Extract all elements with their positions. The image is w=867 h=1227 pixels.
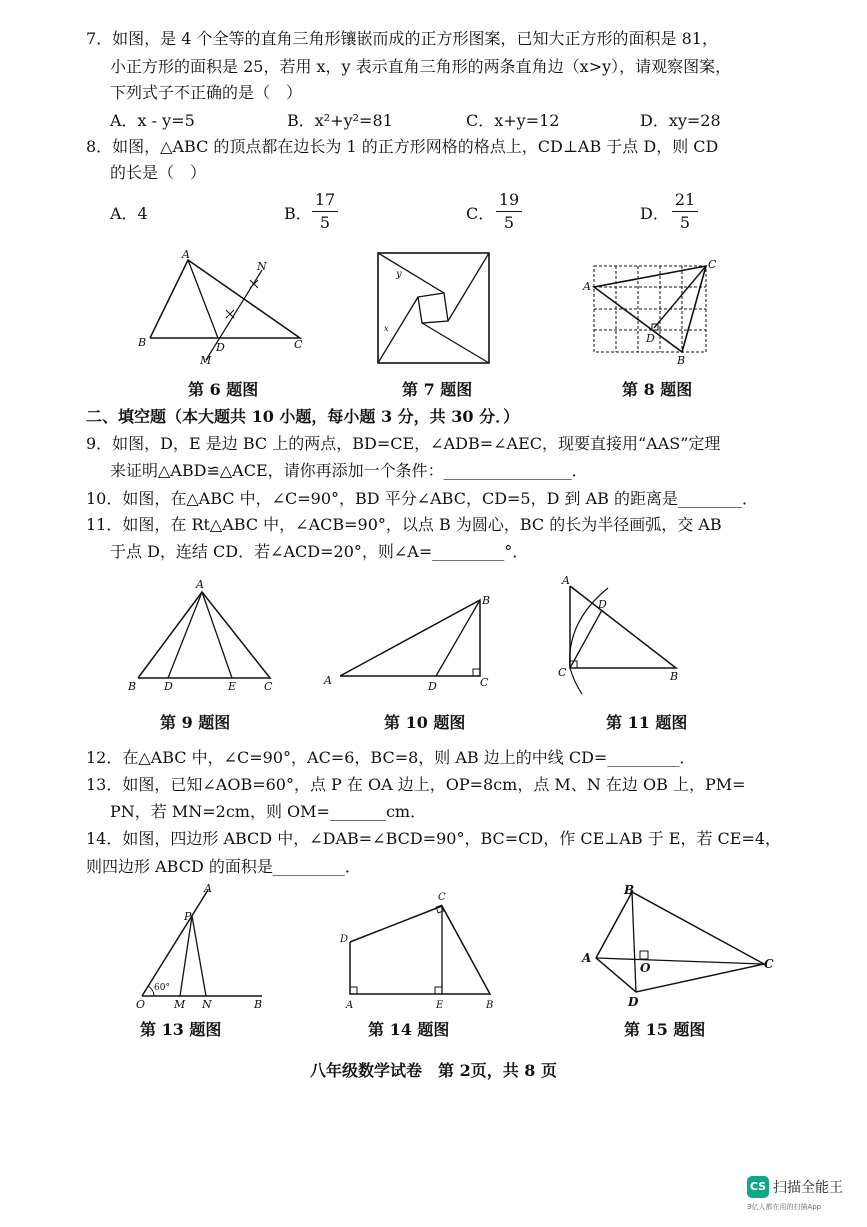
caption-fig13: 第 13 题图 bbox=[140, 1020, 222, 1039]
camscanner-logo-icon: CS bbox=[747, 1176, 769, 1198]
fig15-label-a: A bbox=[582, 951, 592, 965]
fig13-label-a: A bbox=[204, 882, 212, 895]
fig8-label-a: A bbox=[583, 280, 591, 293]
q13-line2: PN，若 MN=2cm，则 OM=_______cm． bbox=[110, 802, 427, 821]
fig11-label-b: B bbox=[670, 670, 679, 683]
q7-option-d: D．xy=28 bbox=[640, 111, 721, 130]
fig9-label-d: D bbox=[164, 680, 173, 693]
fraction-numerator: 21 bbox=[674, 190, 696, 209]
q8-option-b-label: B． bbox=[284, 204, 312, 223]
q11-line1: 11．如图，在 Rt△ABC 中，∠ACB=90°，以点 B 为圆心，BC 的长为半径画弧，交 AB bbox=[86, 515, 722, 534]
q8-fraction-d bbox=[672, 190, 698, 233]
fig8-label-b: B bbox=[677, 354, 686, 367]
fig11-label-c: C bbox=[558, 666, 567, 679]
fig14-label-a: A bbox=[346, 1000, 354, 1011]
q9-line2: 来证明△ABD≌△ACE，请你再添加一个条件：________________． bbox=[110, 461, 588, 480]
q8-option-c-label: C． bbox=[466, 204, 495, 223]
fig10-label-d: D bbox=[428, 680, 437, 693]
figure-7 bbox=[376, 251, 492, 365]
fraction-bar bbox=[496, 211, 522, 212]
figure-11 bbox=[556, 572, 686, 696]
fraction-numerator: 19 bbox=[498, 190, 520, 209]
q14-line1: 14．如图，四边形 ABCD 中，∠DAB=∠BCD=90°，BC=CD，作 CE⊥AB 于 E，若 CE=4， bbox=[86, 829, 782, 848]
fig6-label-a: A bbox=[182, 248, 190, 261]
q11-line2: 于点 D，连结 CD．若∠ACD=20°，则∠A=_________°． bbox=[110, 542, 529, 561]
q7-option-c: C．x+y=12 bbox=[466, 111, 560, 130]
watermark-name: 扫描全能王 bbox=[773, 1180, 843, 1196]
q7-line2: 小正方形的面积是 25，若用 x，y 表示直角三角形的两条直角边（x>y），请观察图案， bbox=[110, 57, 732, 76]
fig11-label-a: A bbox=[562, 574, 570, 587]
q7-option-a: A．x - y=5 bbox=[110, 111, 195, 130]
fig9-label-c: C bbox=[264, 680, 273, 693]
caption-fig11: 第 11 题图 bbox=[606, 713, 688, 732]
fig7-label-y: y bbox=[396, 269, 402, 280]
fig15-label-b: B bbox=[624, 883, 635, 897]
fraction-denominator: 5 bbox=[503, 213, 515, 232]
fig6-label-c: C bbox=[294, 338, 303, 351]
q8-option-a: A．4 bbox=[110, 204, 148, 223]
fig15-label-o: O bbox=[640, 961, 651, 975]
fig13-label-o: O bbox=[136, 998, 146, 1011]
fraction-denominator: 5 bbox=[319, 213, 331, 232]
fig8-label-d: D bbox=[646, 332, 655, 345]
figure-15 bbox=[578, 882, 778, 1012]
fig14-label-d: D bbox=[340, 934, 349, 945]
caption-fig8: 第 8 题图 bbox=[622, 380, 693, 399]
fig6-label-d: D bbox=[216, 341, 225, 354]
page-footer: 八年级数学试卷 第 2页，共 8 页 bbox=[310, 1061, 557, 1080]
caption-fig9: 第 9 题图 bbox=[160, 713, 231, 732]
q8-line1: 8．如图，△ABC 的顶点都在边长为 1 的正方形网格的格点上，CD⊥AB 于点 D，则 CD bbox=[86, 137, 719, 156]
caption-fig7: 第 7 题图 bbox=[402, 380, 473, 399]
q8-line2: 的长是（ ） bbox=[110, 163, 207, 182]
fraction-bar bbox=[672, 211, 698, 212]
fig6-label-m: M bbox=[200, 354, 212, 366]
q12-line: 12．在△ABC 中，∠C=90°，AC=6，BC=8，则 AB 边上的中线 CD=_________． bbox=[86, 748, 696, 767]
figure-10 bbox=[320, 588, 500, 696]
caption-fig10: 第 10 题图 bbox=[384, 713, 466, 732]
figure-8 bbox=[580, 256, 720, 368]
figure-14 bbox=[336, 886, 500, 1012]
fig9-label-b: B bbox=[128, 680, 137, 693]
caption-fig6: 第 6 题图 bbox=[188, 380, 259, 399]
fig10-label-c: C bbox=[480, 676, 489, 689]
fraction-numerator: 17 bbox=[314, 190, 336, 209]
fig13-label-60: 60° bbox=[154, 983, 170, 993]
q8-fraction-c bbox=[496, 190, 522, 233]
fig10-label-b: B bbox=[482, 594, 491, 607]
section2-heading: 二、填空题（本大题共 10 小题，每小题 3 分，共 30 分．） bbox=[86, 407, 520, 426]
scanner-watermark bbox=[747, 1176, 851, 1216]
figure-13 bbox=[130, 880, 270, 1012]
fig9-label-e: E bbox=[228, 680, 237, 693]
q14-line2: 则四边形 ABCD 的面积是_________． bbox=[86, 857, 361, 876]
fig14-label-b: B bbox=[486, 1000, 494, 1011]
fig7-label-x: x bbox=[384, 324, 389, 333]
q7-option-b: B．x²+y²=81 bbox=[287, 111, 393, 130]
figure-9 bbox=[124, 578, 284, 696]
fig14-label-e: E bbox=[436, 1000, 444, 1011]
watermark-tagline: 3亿人都在用的扫描App bbox=[747, 1203, 822, 1211]
caption-fig14: 第 14 题图 bbox=[368, 1020, 450, 1039]
fig6-label-b: B bbox=[138, 336, 147, 349]
q13-line1: 13．如图，已知∠AOB=60°，点 P 在 OA 边上，OP=8cm，点 M、N 在边 OB 上，PM= bbox=[86, 775, 746, 794]
q7-line3: 下列式子不正确的是（ ） bbox=[110, 83, 303, 102]
fig10-label-a: A bbox=[324, 674, 332, 687]
figure-6 bbox=[130, 248, 320, 366]
fraction-bar bbox=[312, 211, 338, 212]
fig6-label-n: N bbox=[257, 260, 267, 273]
fig15-label-c: C bbox=[764, 957, 774, 971]
q8-fraction-b bbox=[312, 190, 338, 233]
caption-fig15: 第 15 题图 bbox=[624, 1020, 706, 1039]
q9-line1: 9．如图，D，E 是边 BC 上的两点，BD=CE，∠ADB=∠AEC，现要直接用“AAS”定理 bbox=[86, 434, 721, 453]
fig14-label-c: C bbox=[438, 892, 446, 903]
q8-option-d-label: D． bbox=[640, 204, 669, 223]
fig11-label-d: D bbox=[598, 598, 607, 611]
fig13-label-n: N bbox=[202, 998, 212, 1011]
fig15-label-d: D bbox=[628, 995, 639, 1009]
fig13-label-b: B bbox=[254, 998, 263, 1011]
fig9-label-a: A bbox=[196, 578, 204, 591]
fraction-denominator: 5 bbox=[679, 213, 691, 232]
fig13-label-m: M bbox=[174, 998, 186, 1011]
fig13-label-p: P bbox=[184, 910, 192, 923]
fig8-label-c: C bbox=[708, 258, 717, 271]
q7-line1: 7．如图，是 4 个全等的直角三角形镶嵌而成的正方形图案，已知大正方形的面积是 81， bbox=[86, 29, 718, 48]
q10-line: 10．如图，在△ABC 中，∠C=90°，BD 平分∠ABC，CD=5，D 到 AB 的距离是________． bbox=[86, 489, 759, 508]
